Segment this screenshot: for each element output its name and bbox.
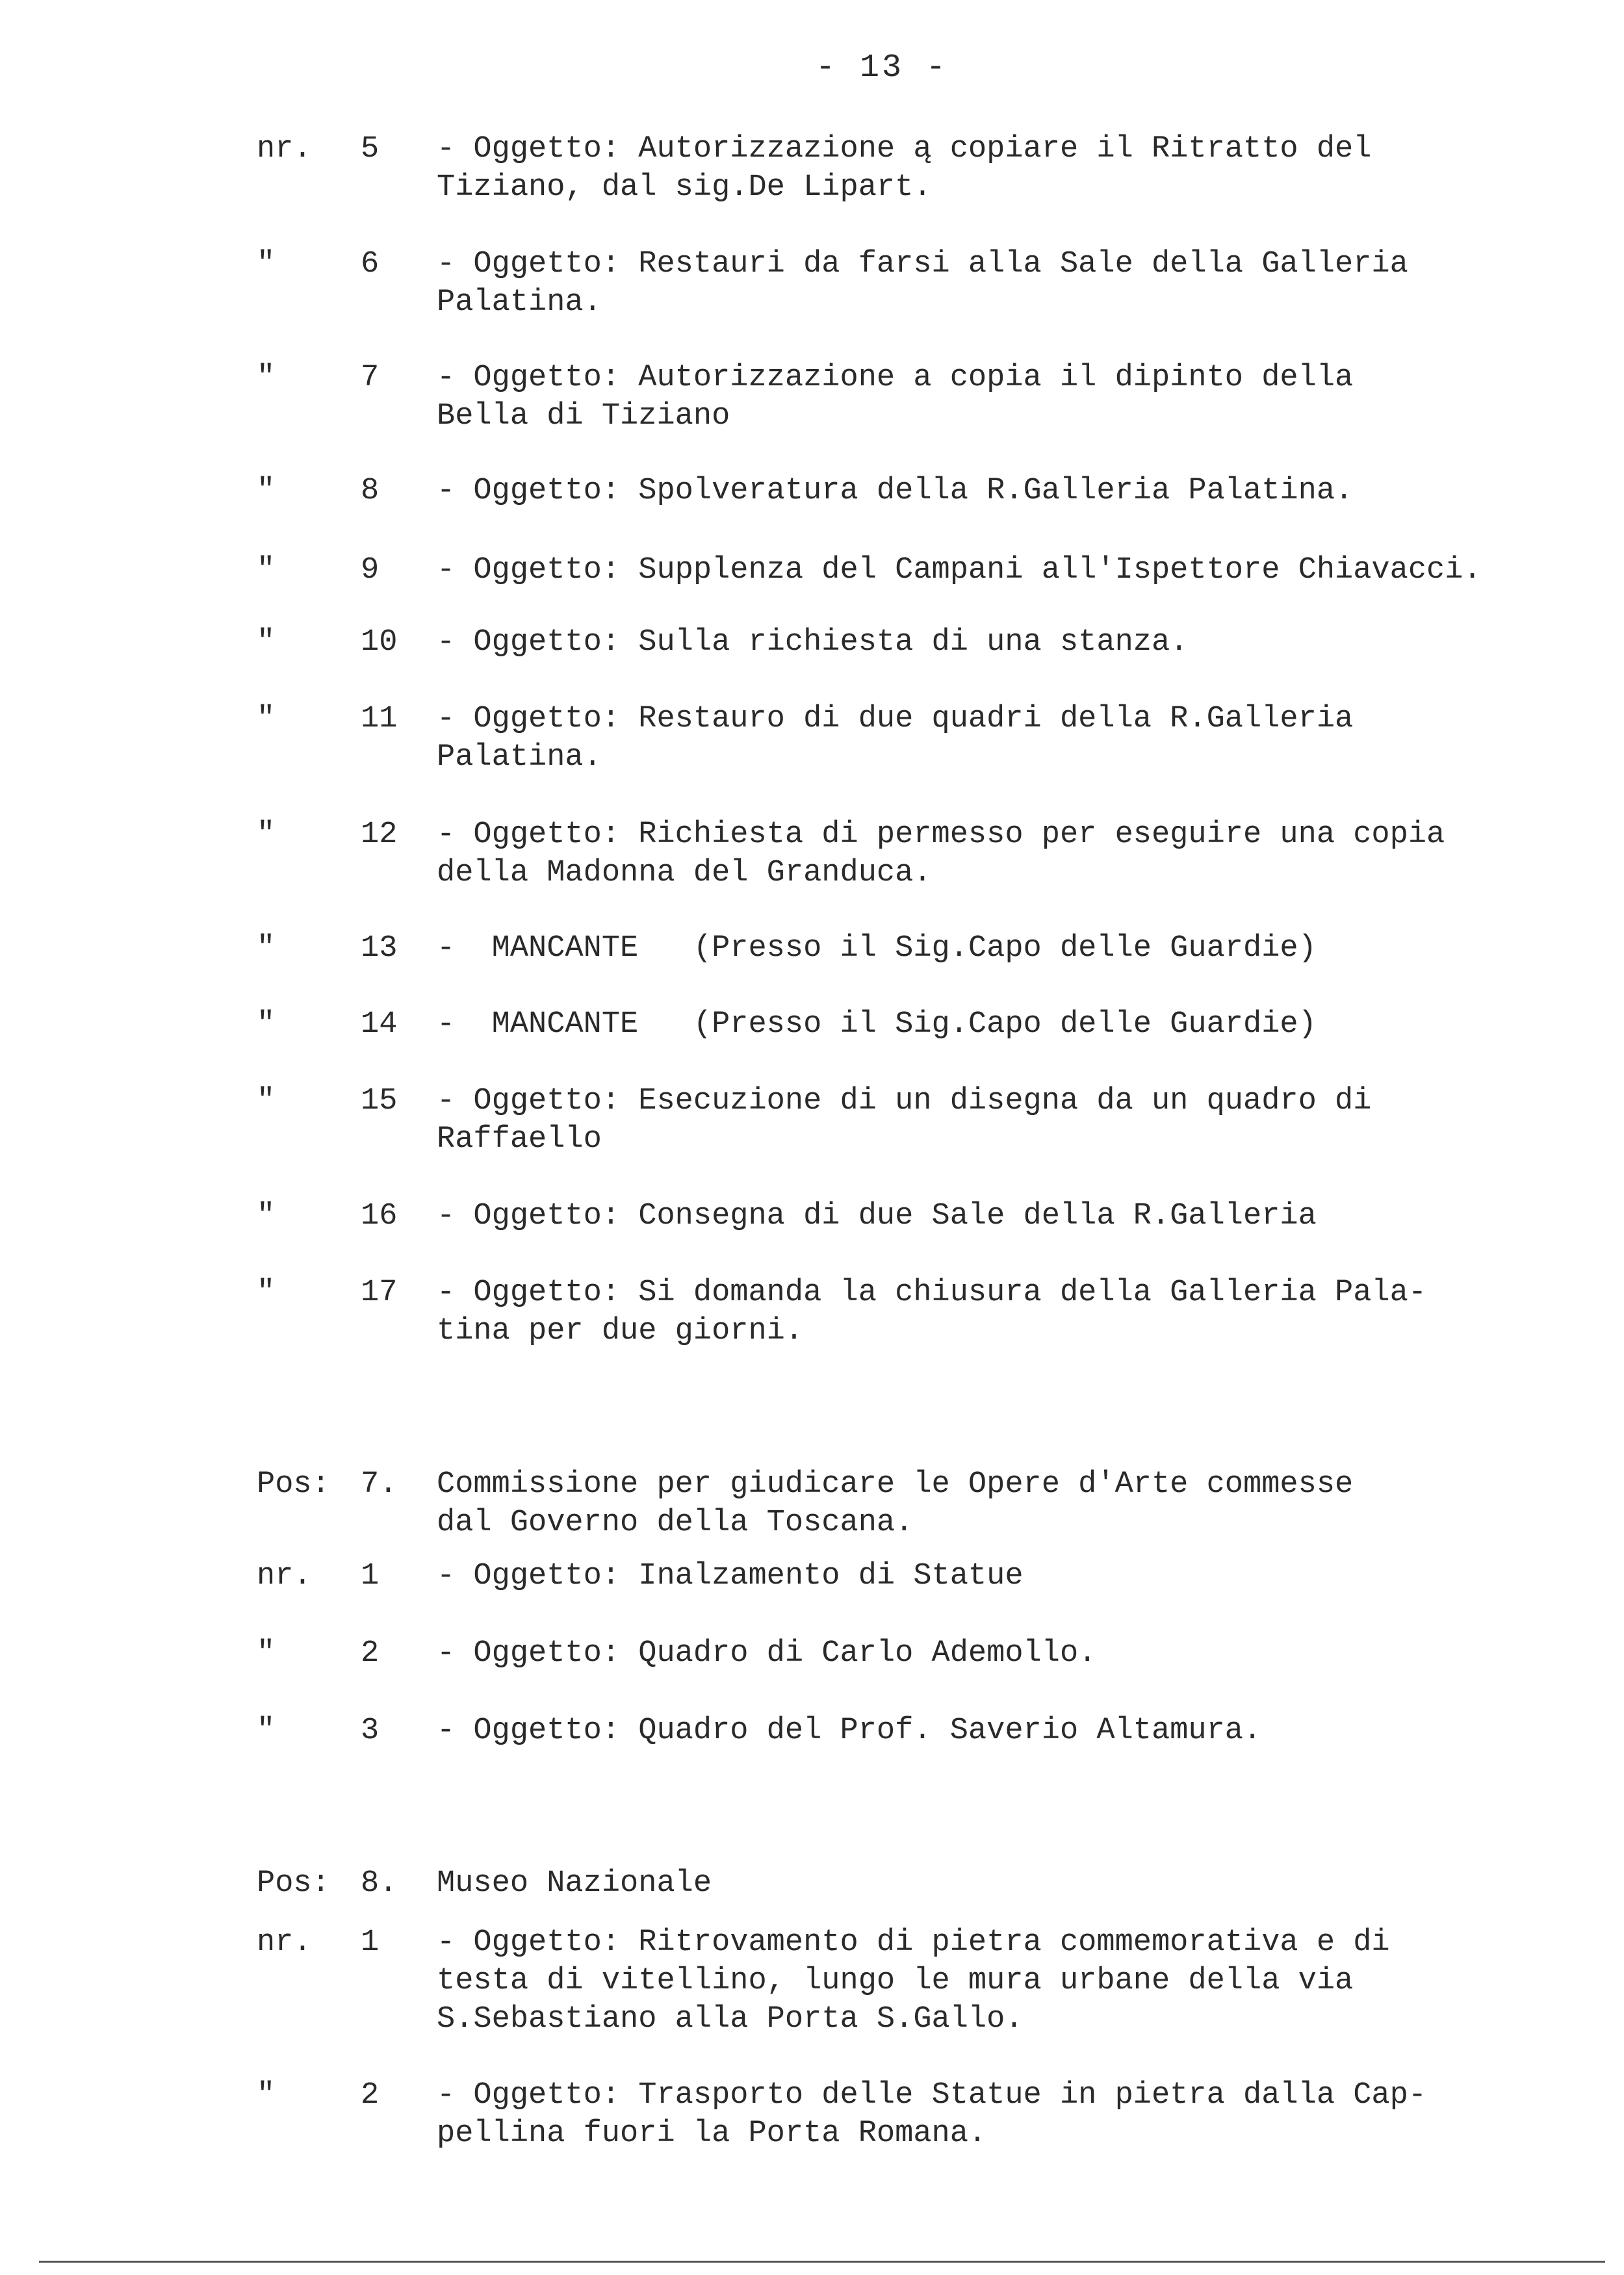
entry-label: " [257,931,276,966]
entry-label: " [257,1007,276,1042]
entry-number: 2 [361,1636,380,1671]
entry-label: " [257,553,276,587]
entry-number: 9 [361,553,380,587]
entry-text: - MANCANTE (Presso il Sig.Capo delle Guardie) [437,1007,1317,1042]
entry-text: - Oggetto: Consegna di due Sale della R.Galleria [437,1199,1317,1233]
entry-label: " [257,1714,276,1748]
entry-text: - Oggetto: Spolveratura della R.Galleria Palatina. [437,474,1354,508]
entry-text: - Oggetto: Sulla richiesta di una stanza. [437,625,1189,660]
entry-label: " [257,1636,276,1671]
entry-text: - Oggetto: Restauri da farsi alla Sale della Galleria Palatina. [437,247,1408,320]
entry-text: - Oggetto: Richiesta di permesso per eseguire una copia della Madonna del Granduca. [437,817,1445,890]
entry-text: - Oggetto: Autorizzazione a copia il dipinto della Bella di Tiziano [437,361,1354,433]
section-number: 8. [361,1866,398,1901]
entry-number: 15 [361,1084,398,1118]
section-title: Museo Nazionale [437,1866,712,1901]
page-number: - 13 - [816,49,949,86]
entry-number: 5 [361,132,380,166]
entry-label: " [257,817,276,852]
entry-label: " [257,702,276,736]
entry-number: 7 [361,361,380,395]
entry-text: - Oggetto: Trasporto delle Statue in pietra dalla Cap- pellina fuori la Porta Romana. [437,2078,1427,2151]
entry-label: " [257,474,276,508]
entry-label: " [257,247,276,281]
entry-text: - Oggetto: Quadro di Carlo Ademollo. [437,1636,1097,1671]
entry-number: 16 [361,1199,398,1233]
section-number: 7. [361,1467,398,1502]
entry-text: - Oggetto: Inalzamento di Statue [437,1559,1024,1593]
entry-text: - Oggetto: Restauro di due quadri della R.Galleria Palatina. [437,702,1354,775]
entry-label: nr. [257,132,312,166]
entry-text: - Oggetto: Autorizzazione ą copiare il Ritratto del Tiziano, dal sig.De Lipart. [437,132,1372,205]
entry-label: " [257,1199,276,1233]
entry-text: - Oggetto: Esecuzione di un disegna da un quadro di Raffaello [437,1084,1372,1157]
entry-number: 3 [361,1714,380,1748]
page-bottom-rule [39,2261,1605,2263]
entry-number: 10 [361,625,398,660]
entry-label: " [257,361,276,395]
entry-text: - Oggetto: Quadro del Prof. Saverio Altamura. [437,1714,1262,1748]
entry-label: nr. [257,1925,312,1960]
entry-number: 2 [361,2078,380,2113]
section-title: Commissione per giudicare le Opere d'Arte commesse dal Governo della Toscana. [437,1467,1354,1540]
entry-number: 11 [361,702,398,736]
entry-number: 8 [361,474,380,508]
entry-number: 17 [361,1276,398,1310]
entry-label: " [257,2078,276,2113]
entry-label: nr. [257,1559,312,1593]
entry-label: " [257,1084,276,1118]
entry-text: - Oggetto: Si domanda la chiusura della Galleria Pala- tina per due giorni. [437,1276,1427,1348]
entry-number: 14 [361,1007,398,1042]
entry-number: 1 [361,1559,380,1593]
entry-text: - Oggetto: Ritrovamento di pietra commemorativa e di testa di vitellino, lungo le mura urbane della via S.Sebastiano alla Porta S.Gallo. [437,1925,1390,2037]
entry-number: 12 [361,817,398,852]
entry-text: - MANCANTE (Presso il Sig.Capo delle Guardie) [437,931,1317,966]
section-label: Pos: [257,1467,330,1502]
entry-label: " [257,625,276,660]
entry-number: 1 [361,1925,380,1960]
entry-number: 6 [361,247,380,281]
entry-text: - Oggetto: Supplenza del Campani all'Ispettore Chiavacci. [437,553,1482,587]
section-label: Pos: [257,1866,330,1901]
entry-number: 13 [361,931,398,966]
entry-label: " [257,1276,276,1310]
